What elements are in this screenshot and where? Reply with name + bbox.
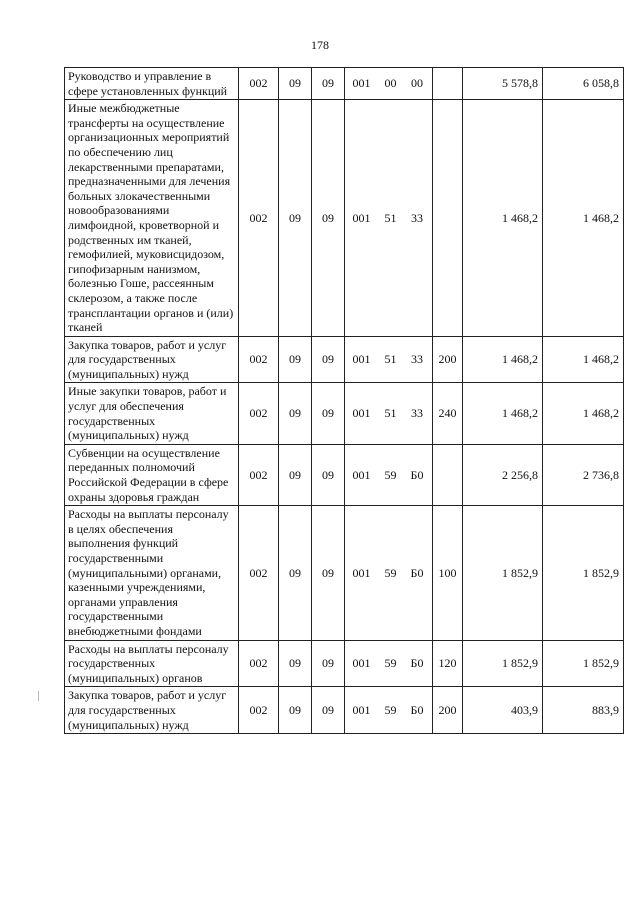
expense-code: 33 (411, 210, 423, 225)
amount-1: 1 468,2 (463, 383, 543, 444)
row-name: Иные закупки товаров, работ и услуг для обеспечения государственных (муниципальных) нужд (65, 383, 239, 444)
program-code: 001 (352, 76, 371, 91)
section-code: 09 (279, 640, 312, 687)
direction-code: 51 (384, 406, 397, 421)
expense-code: Б0 (410, 467, 424, 482)
table-row (65, 100, 624, 337)
amount-2: 1 852,9 (543, 506, 624, 640)
section-code: 09 (279, 444, 312, 505)
subsection-code: 09 (312, 506, 345, 640)
expense-code: Б0 (410, 656, 424, 671)
page-number: 178 (311, 38, 329, 52)
program-code: 001 (352, 210, 371, 225)
amount-1: 403,9 (463, 687, 543, 734)
subsection-code: 09 (312, 640, 345, 687)
program-code: 001 (352, 702, 371, 717)
program-code: 001 (352, 565, 371, 580)
section-code: 09 (279, 100, 312, 337)
subsection-code: 09 (312, 383, 345, 444)
target-article-code (345, 444, 433, 505)
ministry-code: 002 (239, 640, 279, 687)
ministry-code: 002 (239, 68, 279, 100)
table-row (65, 444, 624, 505)
program-code: 001 (352, 406, 371, 421)
expense-code: 33 (411, 352, 423, 367)
subsection-code: 09 (312, 336, 345, 383)
program-code: 001 (352, 352, 371, 367)
section-code: 09 (279, 687, 312, 734)
section-code: 09 (279, 383, 312, 444)
target-article-code (345, 640, 433, 687)
table-row (65, 506, 624, 640)
amount-2: 1 468,2 (543, 100, 624, 337)
row-name: Закупка товаров, работ и услуг для государственных (муниципальных) нужд (65, 687, 239, 734)
table-body (65, 68, 624, 734)
budget-table (64, 67, 624, 734)
direction-code: 59 (384, 656, 397, 671)
target-article-code (345, 100, 433, 337)
program-code: 001 (352, 656, 371, 671)
ministry-code: 002 (239, 444, 279, 505)
expense-type-code (433, 68, 463, 100)
table-row (65, 68, 624, 100)
target-article-code (345, 336, 433, 383)
row-name: Руководство и управление в сфере установленных функций (65, 68, 239, 100)
expense-code: 33 (411, 406, 423, 421)
row-name: Закупка товаров, работ и услуг для государственных (муниципальных) нужд (65, 336, 239, 383)
target-article-code (345, 68, 433, 100)
target-article-code (345, 506, 433, 640)
row-name: Субвенции на осуществление переданных полномочий Российской Федерации в сфере охраны здоровья граждан (65, 444, 239, 505)
expense-type-code: 240 (433, 383, 463, 444)
amount-2: 6 058,8 (543, 68, 624, 100)
amount-1: 1 468,2 (463, 336, 543, 383)
amount-1: 1 468,2 (463, 100, 543, 337)
amount-2: 2 736,8 (543, 444, 624, 505)
row-name: Расходы на выплаты персоналу государственных (муниципальных) органов (65, 640, 239, 687)
subsection-code: 09 (312, 100, 345, 337)
ministry-code: 002 (239, 336, 279, 383)
row-name: Расходы на выплаты персоналу в целях обеспечения выполнения функций государственными (муниципальными) органами, казенными учреждениями, органами управления государственными внебюджетными фондами (65, 506, 239, 640)
amount-1: 1 852,9 (463, 640, 543, 687)
expense-code: Б0 (410, 565, 424, 580)
expense-type-code: 200 (433, 336, 463, 383)
target-article-code (345, 687, 433, 734)
amount-1: 2 256,8 (463, 444, 543, 505)
ministry-code: 002 (239, 506, 279, 640)
subsection-code: 09 (312, 68, 345, 100)
direction-code: 00 (384, 76, 397, 91)
amount-2: 1 852,9 (543, 640, 624, 687)
expense-type-code (433, 100, 463, 337)
expense-type-code: 120 (433, 640, 463, 687)
table-row (65, 336, 624, 383)
expense-type-code: 100 (433, 506, 463, 640)
target-article-code (345, 383, 433, 444)
amount-1: 1 852,9 (463, 506, 543, 640)
amount-1: 5 578,8 (463, 68, 543, 100)
scan-margin-mark (38, 691, 39, 701)
amount-2: 883,9 (543, 687, 624, 734)
expense-type-code (433, 444, 463, 505)
expense-code: Б0 (410, 702, 424, 717)
section-code: 09 (279, 336, 312, 383)
direction-code: 51 (384, 352, 397, 367)
direction-code: 59 (384, 467, 397, 482)
row-name: Иные межбюджетные трансферты на осуществление организационных мероприятий по обеспечению лиц лекарственными препаратами, предназначенными для лечения больных злокачественными новообразованиями лимфоидной, кроветворной и родственных им тканей, гемофилией, муковисцидозом, гипофизарным нанизмом, болезнью Гоше, рассеянным склерозом, а также после трансплантации органов и (или) тканей (65, 100, 239, 337)
ministry-code: 002 (239, 383, 279, 444)
table-row (65, 687, 624, 734)
ministry-code: 002 (239, 100, 279, 337)
table-row (65, 383, 624, 444)
ministry-code: 002 (239, 687, 279, 734)
amount-2: 1 468,2 (543, 383, 624, 444)
direction-code: 51 (384, 210, 397, 225)
section-code: 09 (279, 506, 312, 640)
amount-2: 1 468,2 (543, 336, 624, 383)
subsection-code: 09 (312, 687, 345, 734)
table-row (65, 640, 624, 687)
subsection-code: 09 (312, 444, 345, 505)
section-code: 09 (279, 68, 312, 100)
direction-code: 59 (384, 702, 397, 717)
program-code: 001 (352, 467, 371, 482)
direction-code: 59 (384, 565, 397, 580)
expense-code: 00 (411, 76, 423, 91)
expense-type-code: 200 (433, 687, 463, 734)
